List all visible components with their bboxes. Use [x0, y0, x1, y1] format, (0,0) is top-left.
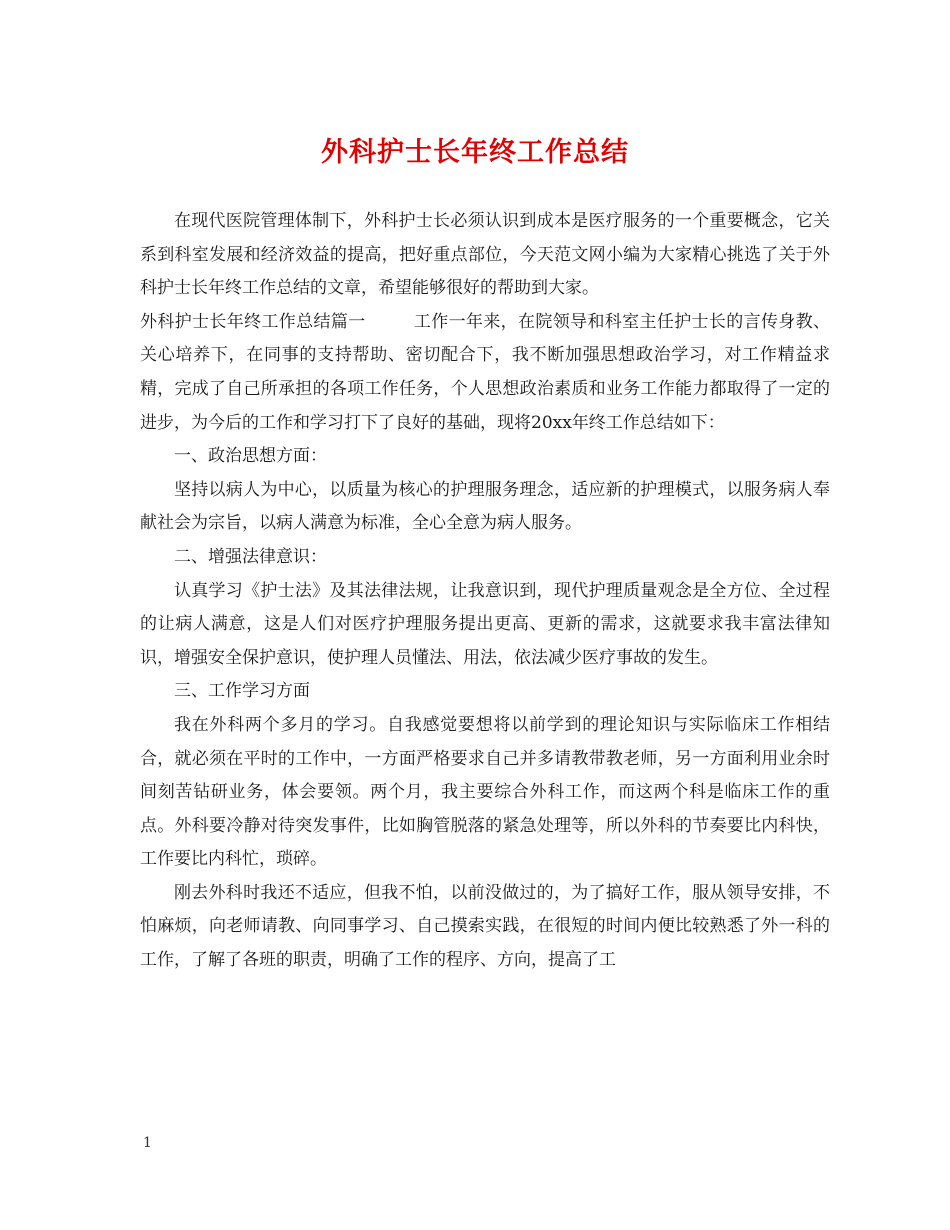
part-one-text: 工作一年来，在院领导和科室主任护士长的言传身教、关心培养下，在同事的支持帮助、密切配合下，我不断加强思想政治学习，对工作精益求精，完成了自己所承担的各项工作任务，个人思想政治素质和业务工作能力都取得了一定的进步，为今后的工作和学习打下了良好的基础，现将20xx年终工作总结如下： [140, 311, 831, 433]
politics-paragraph: 坚持以病人为中心，以质量为核心的护理服务理念，适应新的护理模式，以服务病人奉献社会为宗旨，以病人满意为标准，全心全意为病人服务。 [140, 479, 830, 534]
study-paragraph: 我在外科两个多月的学习。自我感觉要想将以前学到的理论知识与实际临床工作相结合，就必须在平时的工作中，一方面严格要求自己并多请教带教老师，另一方面利用业余时间刻苦钻研业务，体会要领。两个月，我主要综合外科工作，而这两个科是临床工作的重点。外科要冷静对待突发事件，比如胸管脱落的紧急处理等，所以外科的节奏要比内科快，工作要比内科忙，琐碎。 [140, 714, 830, 870]
part-one-paragraph [140, 306, 830, 440]
document-body [140, 205, 830, 978]
page-number: 1 [143, 1135, 152, 1151]
part-one-label: 外科护士长年终工作总结篇一 [140, 311, 366, 332]
section-heading-study: 三、工作学习方面 [174, 681, 310, 702]
adaptation-paragraph: 刚去外科时我还不适应，但我不怕，以前没做过的，为了搞好工作，服从领导安排，不怕麻烦，向老师请教、向同事学习、自己摸索实践，在很短的时间内便比较熟悉了外一科的工作，了解了各班的职责，明确了工作的程序、方向，提高了工 [140, 882, 830, 971]
section-heading-politics: 一、政治思想方面： [174, 446, 327, 467]
document-title: 外科护士长年终工作总结 [321, 137, 629, 168]
intro-paragraph: 在现代医院管理体制下，外科护士长必须认识到成本是医疗服务的一个重要概念，它关系到科室发展和经济效益的提高，把好重点部位，今天范文网小编为大家精心挑选了关于外科护士长年终工作总结的文章，希望能够很好的帮助到大家。 [140, 211, 830, 299]
section-heading-law: 二、增强法律意识： [174, 546, 327, 567]
law-paragraph: 认真学习《护士法》及其法律法规，让我意识到，现代护理质量观念是全方位、全过程的让病人满意，这是人们对医疗护理服务提出更高、更新的需求，这就要求我丰富法律知识，增强安全保护意识，使护理人员懂法、用法，依法减少医疗事故的发生。 [140, 580, 830, 668]
